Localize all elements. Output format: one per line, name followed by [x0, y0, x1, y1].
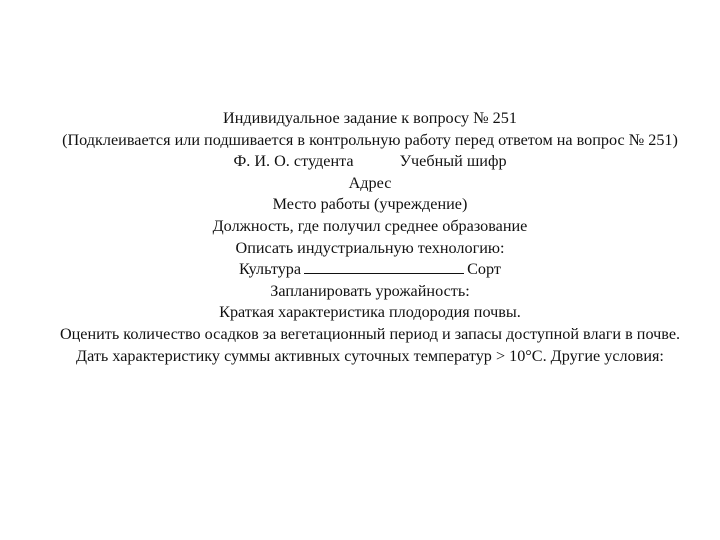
plan-yield-label: Запланировать урожайность:: [270, 281, 470, 300]
student-info-line: [40, 151, 700, 173]
assignment-title: Индивидуальное задание к вопросу № 251: [223, 109, 517, 127]
soil-fertility-label: Краткая характеристика плодородия почвы.: [219, 303, 521, 322]
temperature-label: Дать характеристику суммы активных суточных температур > 10°С. Другие условия:: [76, 346, 664, 365]
position-label: Должность, где получил среднее образование: [212, 216, 528, 235]
variety-label: Сорт: [467, 260, 501, 279]
assignment-text: [40, 108, 700, 367]
crop-blank-field: [304, 259, 464, 274]
workplace-label: Место работы (учреждение): [272, 195, 468, 214]
describe-technology-label: Описать индустриальную технологию:: [235, 238, 505, 257]
address-label: Адрес: [348, 173, 392, 192]
student-name-label: Ф. И. О. студента: [233, 152, 354, 171]
attachment-instruction: (Подклеивается или подшивается в контрольную работу перед ответом на вопрос № 251): [62, 130, 678, 149]
crop-label: Культура: [239, 260, 302, 279]
precipitation-label: Оценить количество осадков за вегетационный период и запасы доступной влаги в почве.: [59, 324, 681, 343]
crop-variety-line: [40, 259, 700, 281]
cipher-label: Учебный шифр: [399, 152, 507, 171]
